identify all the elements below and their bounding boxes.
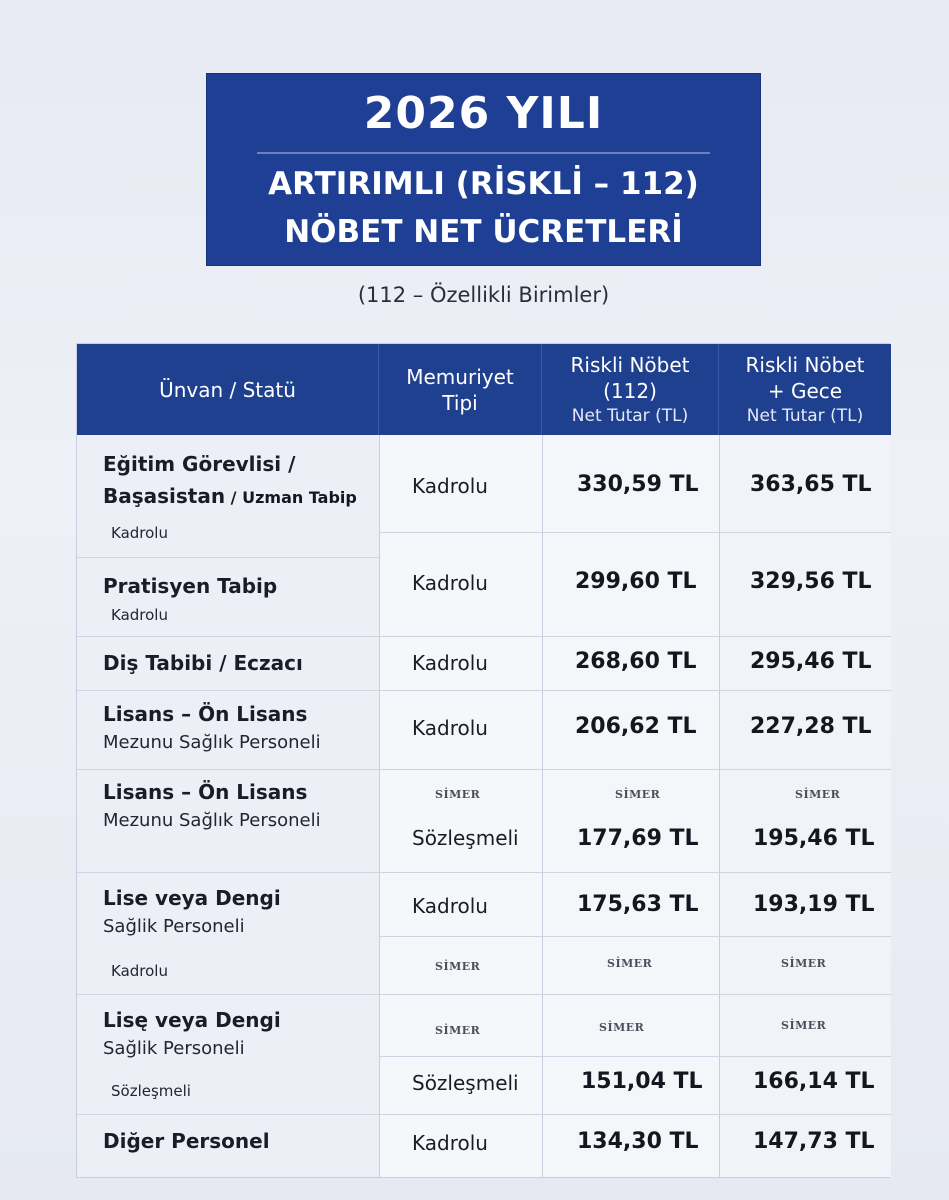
- row-8-title: Diğer Personel: [103, 1129, 270, 1153]
- col-bg-type: [379, 435, 542, 1177]
- col-header-night-line3: Net Tutar (TL): [746, 405, 864, 426]
- row-3-type: Kadrolu: [412, 651, 488, 675]
- col-bg-night: [719, 435, 891, 1177]
- row-divider-partial: [77, 557, 379, 558]
- row-5-type: Sözleşmeli: [412, 826, 519, 850]
- row-7-title: Lisę veya Dengi: [103, 1008, 281, 1032]
- row-8-type: Kadrolu: [412, 1131, 488, 1155]
- row-6-subtitle: Sağlik Personeli: [103, 916, 245, 937]
- watermark-logo: SİMER: [781, 1019, 827, 1032]
- title-banner: [206, 73, 761, 266]
- row-5-night-amount: 195,46 TL: [753, 826, 875, 851]
- col-header-title-text: Ünvan / Statü: [159, 377, 296, 402]
- row-2-status: Kadrolu: [111, 606, 168, 624]
- row-6-title: Lise veya Dengi: [103, 886, 281, 910]
- row-5-subtitle: Mezunu Sağlık Personeli: [103, 810, 321, 831]
- row-1-type: Kadrolu: [412, 474, 488, 498]
- row-6-risk-amount: 175,63 TL: [577, 892, 699, 917]
- row-divider: [77, 994, 891, 995]
- col-bg-title: [77, 435, 379, 1177]
- row-8-risk-amount: 134,30 TL: [577, 1129, 699, 1154]
- row-6-night-amount: 193,19 TL: [753, 892, 875, 917]
- row-divider-partial: [379, 1056, 891, 1057]
- row-7-subtitle: Sağlik Personeli: [103, 1038, 245, 1059]
- col-bg-risk: [542, 435, 719, 1177]
- row-4-title: Lisans – Ön Lisans: [103, 702, 308, 726]
- row-1-title-part-a: Başasistan: [103, 484, 226, 508]
- row-2-night-amount: 329,56 TL: [750, 569, 872, 594]
- row-divider: [77, 690, 891, 691]
- row-1-title-part-b: / Uzman Tabip: [225, 488, 357, 507]
- col-header-night-line1: Riskli Nöbet: [745, 352, 865, 377]
- col-header-type-line2: Tipi: [442, 390, 478, 415]
- title-line-1: ARTIRIMLI (RİSKLİ – 112): [268, 166, 699, 202]
- row-7-night-amount: 166,14 TL: [753, 1069, 875, 1094]
- col-header-title: [77, 344, 379, 435]
- row-divider: [77, 769, 891, 770]
- title-divider: [257, 152, 710, 154]
- title-line-2: NÖBET NET ÜCRETLERİ: [284, 214, 683, 250]
- row-6-status: Kadrolu: [111, 962, 168, 980]
- row-1-status: Kadrolu: [111, 524, 168, 542]
- row-4-subtitle: Mezunu Sağlık Personeli: [103, 732, 321, 753]
- col-divider: [542, 435, 543, 1177]
- col-divider: [379, 435, 380, 1177]
- watermark-logo: SİMER: [435, 1024, 481, 1037]
- watermark-logo: SİMER: [435, 960, 481, 973]
- row-7-status: Sözleşmeli: [111, 1082, 191, 1100]
- watermark-logo: SİMER: [599, 1021, 645, 1034]
- row-1-title-line2: [103, 484, 357, 508]
- watermark-logo: SİMER: [607, 957, 653, 970]
- row-4-risk-amount: 206,62 TL: [575, 714, 697, 739]
- row-divider: [77, 872, 891, 873]
- row-1-risk-amount: 330,59 TL: [577, 472, 699, 497]
- fee-table: [76, 343, 890, 1178]
- row-5-title: Lisans – Ön Lisans: [103, 780, 308, 804]
- watermark-logo: SİMER: [781, 957, 827, 970]
- watermark-logo: SİMER: [435, 788, 481, 801]
- col-header-risk: [542, 344, 719, 435]
- row-4-type: Kadrolu: [412, 716, 488, 740]
- row-1-night-amount: 363,65 TL: [750, 472, 872, 497]
- row-6-type: Kadrolu: [412, 894, 488, 918]
- col-header-risk-line3: Net Tutar (TL): [571, 405, 689, 426]
- col-header-risk-line1: Riskli Nöbet: [570, 352, 690, 377]
- row-1-title: Eğitim Görevlisi /: [103, 452, 296, 476]
- row-divider: [77, 1114, 891, 1115]
- col-header-risk-line2: (112): [603, 378, 657, 403]
- row-2-type: Kadrolu: [412, 571, 488, 595]
- row-divider-partial: [379, 936, 891, 937]
- row-3-risk-amount: 268,60 TL: [575, 649, 697, 674]
- row-divider-partial: [379, 532, 891, 533]
- col-header-type-line1: Memuriyet: [406, 364, 514, 389]
- row-2-title: Pratisyen Tabip: [103, 574, 278, 598]
- row-2-risk-amount: 299,60 TL: [575, 569, 697, 594]
- page-subtitle: (112 – Özellikli Birimler): [357, 283, 610, 307]
- col-divider: [719, 435, 720, 1177]
- row-4-night-amount: 227,28 TL: [750, 714, 872, 739]
- watermark-logo: SİMER: [615, 788, 661, 801]
- row-5-risk-amount: 177,69 TL: [577, 826, 699, 851]
- row-divider: [77, 636, 891, 637]
- row-3-title: Diş Tabibi / Eczacı: [103, 651, 303, 675]
- title-year: 2026 YILI: [363, 88, 604, 139]
- row-7-type: Sözleşmeli: [412, 1071, 519, 1095]
- watermark-logo: SİMER: [795, 788, 841, 801]
- col-header-night: [719, 344, 891, 435]
- col-header-night-line2: + Gece: [767, 378, 843, 403]
- row-8-night-amount: 147,73 TL: [753, 1129, 875, 1154]
- row-3-night-amount: 295,46 TL: [750, 649, 872, 674]
- col-header-type: [379, 344, 542, 435]
- row-7-risk-amount: 151,04 TL: [581, 1069, 703, 1094]
